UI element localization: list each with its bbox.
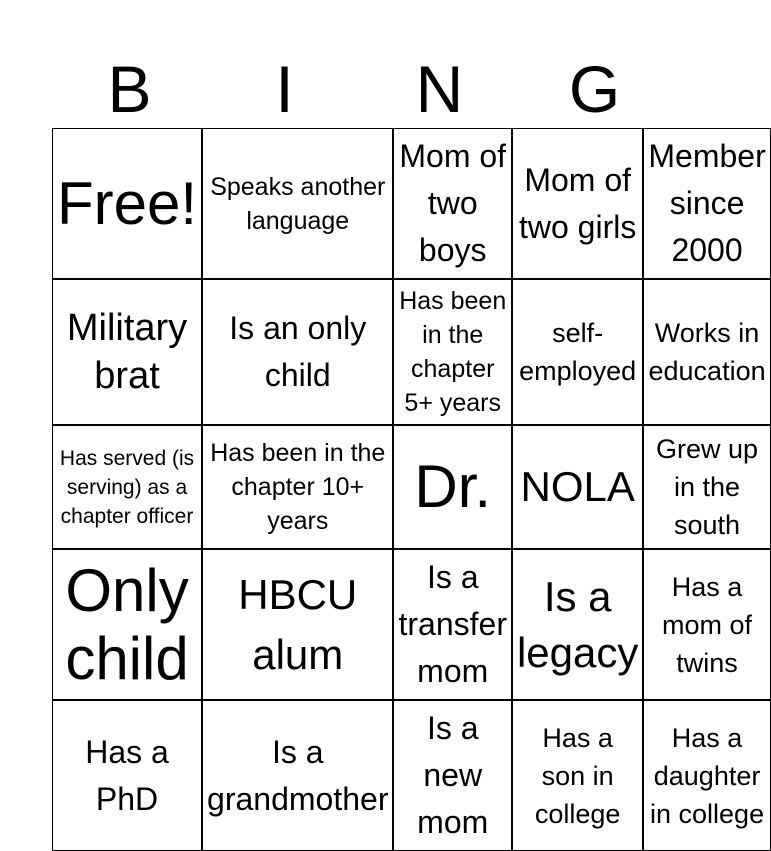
bingo-cell[interactable] [512,700,643,851]
cell-label: Has been in the chapter 10+ years [210,439,386,535]
header-letter-b: B [107,52,152,126]
cell-label: Grew up in the south [656,434,759,540]
cell-label: Mom of two girls [518,161,637,245]
cell-label: Works in education [648,318,766,386]
bingo-cell[interactable] [512,549,643,700]
cell-label: Mom of two boys [399,138,507,268]
cell-label: NOLA [520,463,635,510]
bingo-cell[interactable] [512,279,643,425]
header-letter-n: N [415,52,464,126]
bingo-cell[interactable] [202,128,393,279]
cell-label: Dr. [414,453,492,520]
bingo-cell[interactable] [52,700,202,851]
bingo-cell[interactable] [52,279,202,425]
bingo-cell[interactable] [643,128,770,279]
cell-label: self-employed [519,318,637,386]
bingo-cell[interactable] [393,128,511,279]
bingo-cell[interactable] [643,279,770,425]
bingo-cell[interactable] [393,700,511,851]
bingo-cell[interactable] [512,425,643,549]
bingo-cell[interactable] [202,549,393,700]
cell-label: Is an only child [229,310,367,393]
bingo-cell-free[interactable] [52,128,202,279]
cell-label: Has a son in college [534,722,621,829]
cell-label: Is a grandmother [207,733,389,817]
bingo-cell[interactable] [393,549,511,700]
cell-label: Only child [65,556,189,692]
bingo-cell[interactable] [202,279,393,425]
cell-label: Has a daughter in college [650,722,765,829]
cell-label: Military brat [66,307,188,397]
cell-label: HBCU alum [238,570,358,678]
bingo-cell[interactable] [643,549,770,700]
bingo-board [52,128,766,840]
cell-label: Member since 2000 [648,138,766,268]
cell-label: Has been in the chapter 5+ years [399,287,507,417]
bingo-cell[interactable] [52,425,202,549]
bingo-cell[interactable] [393,425,511,549]
bingo-cell[interactable] [202,700,393,851]
bingo-cell[interactable] [643,700,770,851]
bingo-cell[interactable] [202,425,393,549]
bingo-cell[interactable] [393,279,511,425]
header-letter-g: G [568,52,621,126]
cell-label: Has a mom of twins [662,571,753,678]
cell-label: Is a transfer mom [398,559,507,689]
bingo-cell[interactable] [643,425,770,549]
bingo-header [52,50,672,128]
cell-label: Has served (is serving) as a chapter officer [59,446,195,528]
cell-label: Has a PhD [85,733,169,817]
cell-label: Speaks another language [210,172,386,235]
bingo-cell[interactable] [512,128,643,279]
header-letter-i: I [275,52,294,126]
cell-label: Is a legacy [516,572,639,676]
bingo-cell[interactable] [52,549,202,700]
cell-label: Is a new mom [417,710,489,840]
cell-label: Free! [57,169,198,237]
